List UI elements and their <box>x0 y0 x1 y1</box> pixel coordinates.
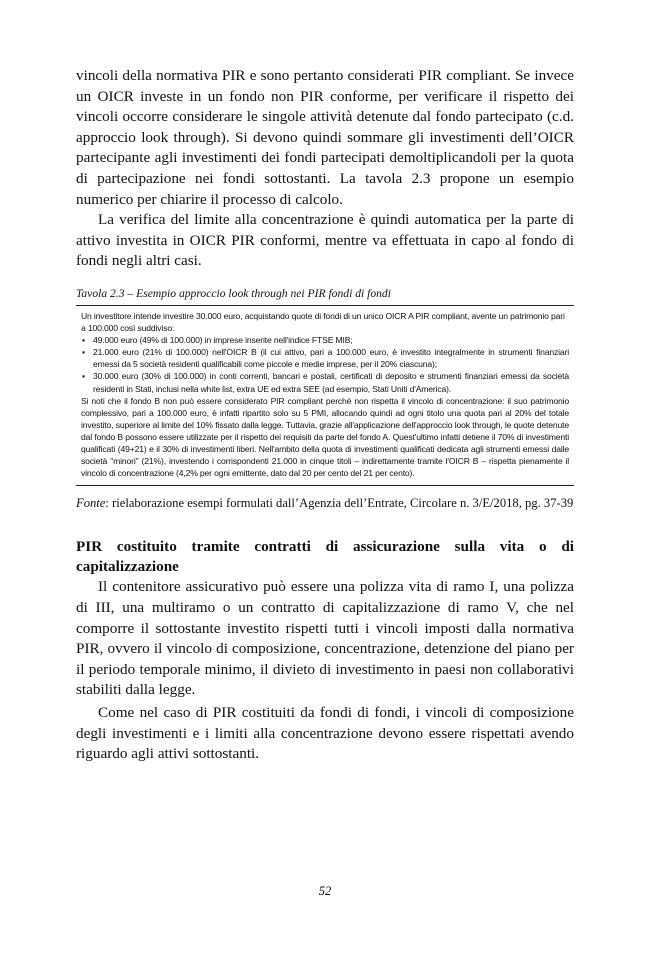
table-bullet-text: 21.000 euro (21% di 100.000) nell'OICR B (il cui attivo, pari a 100.000 euro, è investito integralmente in strumenti finanziari emessi da 5 società residenti qualificabili come piccole e medie imprese, per il 20% ciascuna); <box>93 347 569 370</box>
table-bullet-item <box>81 346 569 370</box>
source-text: : rielaborazione esempi formulati dall’Agenzia dell’Entrate, Circolare n. 3/E/2018, pg. 37-39 <box>105 496 574 511</box>
table-bottom-rule <box>76 485 574 486</box>
table-box <box>76 306 574 485</box>
source-note <box>76 496 574 511</box>
section-heading: PIR costituito tramite contratti di assicurazione sulla vita o di capitalizzazione <box>76 538 574 576</box>
page-content <box>76 66 574 765</box>
body-paragraph-2: La verifica del limite alla concentrazione è quindi automatica per la parte di attivo investita in OICR PIR conformi, mentre va effettuata in capo al fondo di fondi negli altri casi. <box>76 211 574 270</box>
table-caption: Tavola 2.3 – Esempio approccio look through nei PIR fondi di fondi <box>76 286 391 300</box>
bullet-icon: ▪ <box>82 335 85 346</box>
bullet-icon: ▪ <box>82 371 85 382</box>
section-paragraph-1: Il contenitore assicurativo può essere una polizza vita di ramo I, una polizza di III, una multiramo o un contratto di capitalizzazione di ramo V, che nel comporre il sottostante investito rispetti tutti i vincoli imposti dalla normativa PIR, ovvero il vincolo di composizione, concentrazione, detenzione del piano per il periodo temporale minimo, il divieto di investimento in paesi non collaborativi stabiliti dalla legge. <box>76 578 574 699</box>
table-bullet-item <box>81 334 569 346</box>
table-bullet-text: 30.000 euro (30% di 100.000) in conti correnti, bancari e postali, certificati di deposito e strumenti finanziari emessi da società residenti in Stati, inclusi nella white list, extra UE ed extra SEE (ad esempio, Stati Uniti d'America). <box>93 371 569 394</box>
body-paragraph-1: vincoli della normativa PIR e sono pertanto considerati PIR compliant. Se invece un OICR investe in un fondo non PIR conforme, per verificare il rispetto dei vincoli occorre considerare le singole attività detenute dal fondo partecipato (c.d. approccio look through). Si devono quindi sommare gli investimenti dell’OICR partecipante agli investimenti dei fondi partecipati demoltiplicandoli per la quota di partecipazione nei fondi sottostanti. La tavola 2.3 propone un esempio numerico per chiarire il processo di calcolo. <box>76 67 574 208</box>
source-label: Fonte <box>76 496 106 511</box>
section-paragraph-2: Come nel caso di PIR costituiti da fondi di fondi, i vincoli di composizione degli investimenti e i limiti alla concentrazione devono essere rispettati avendo riguardo agli attivi sottostanti. <box>76 704 574 763</box>
bullet-icon: ▪ <box>82 347 85 358</box>
table-bullet-list <box>81 334 569 394</box>
table-bullet-item <box>81 370 569 394</box>
page-number: 52 <box>318 884 332 898</box>
table-note: Si noti che il fondo B non può essere considerato PIR compliant perché non rispetta il vincolo di concentrazione: il suo patrimonio complessivo, pari a 100.000 euro, è infatti ripartito solo su 5 PMI, allocando quindi ad ogni titolo una quota pari al 20% del totale investito, superiore al limite del 10% fissato dalla legge. Tuttavia, grazie all'applicazione dell'approccio look through, le quote detenute dal fondo B possono essere utilizzate per il rispetto dei requisiti da parte del fondo A. Quest'ultimo infatti detiene il 70% di investimenti qualificati (49+21) e il 30% di investimenti liberi. Nell'ambito della quota di investimenti qualificati dedicata agli strumenti emessi dalle società "minori" (21%), investendo i corrispondenti 21.000 in cinque titoli – indirettamente tramite l'OICR B – rispetta pienamente il vincolo di concentrazione (4,2% per ogni emittente, dato dal 20 per cento del 21 per cento). <box>81 395 569 479</box>
table-bullet-text: 49.000 euro (49% di 100.000) in imprese inserite nell'indice FTSE MIB; <box>93 335 353 346</box>
table-intro: Un investitore intende investire 30.000 euro, acquistando quote di fondi di un unico OICR A PIR compliant, avente un patrimonio pari a 100.000 così suddiviso: <box>81 310 565 334</box>
